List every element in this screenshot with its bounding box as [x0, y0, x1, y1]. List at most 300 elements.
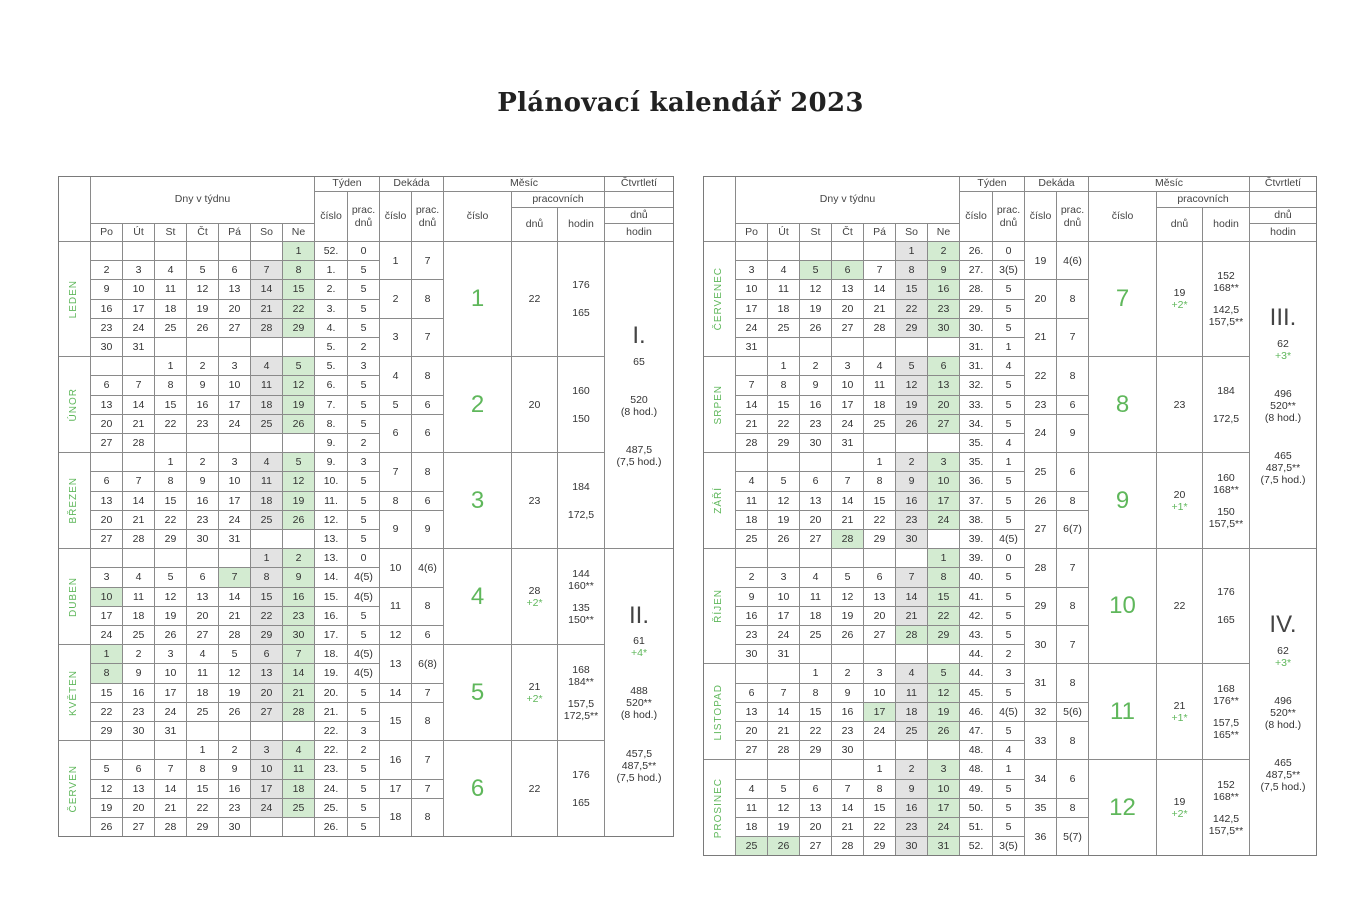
- month-hours-cell-line: 152: [1217, 778, 1235, 791]
- corner-cell: [703, 176, 736, 242]
- day-cell: 24: [928, 818, 960, 837]
- week-workdays-cell: 5: [993, 684, 1025, 703]
- month-workdays-cell-line: 21: [528, 680, 541, 693]
- week-workdays-cell: 4: [993, 357, 1025, 376]
- day-cell: 5: [283, 453, 315, 472]
- day-cell: 3: [155, 645, 187, 664]
- day-cell: 21: [251, 300, 283, 319]
- decade-number-cell: 35: [1025, 799, 1057, 818]
- day-cell: [736, 453, 768, 472]
- day-cell: 8: [283, 261, 315, 280]
- month-number-cell: 9: [1089, 453, 1157, 549]
- day-cell: 16: [283, 588, 315, 607]
- quarter-cell-line: 496: [1274, 387, 1292, 400]
- week-workdays-cell: 5: [348, 626, 380, 645]
- day-cell: 6: [864, 568, 896, 587]
- month-days-header: dnů: [512, 208, 558, 242]
- day-cell: 4: [187, 645, 219, 664]
- week-number-cell: 8.: [315, 415, 348, 434]
- day-cell: 25: [187, 703, 219, 722]
- day-cell: 18: [736, 818, 768, 837]
- week-workdays-header: prac. dnů: [993, 192, 1025, 242]
- day-cell: 30: [219, 818, 251, 837]
- decade-header: Dekáda: [380, 176, 444, 192]
- day-cell: 14: [864, 280, 896, 299]
- day-cell: 31: [832, 434, 864, 453]
- month-hours-cell: [558, 357, 605, 453]
- week-workdays-cell: 3: [348, 722, 380, 741]
- day-cell: 12: [155, 588, 187, 607]
- day-cell: 28: [864, 319, 896, 338]
- month-name-cell: [703, 760, 736, 856]
- day-cell: 14: [123, 396, 155, 415]
- week-number-cell: 4.: [315, 319, 348, 338]
- week-workdays-cell: 5: [348, 684, 380, 703]
- day-cell: 31: [768, 645, 800, 664]
- month-hours-header: hodin: [1203, 208, 1250, 242]
- day-cell: 27: [91, 434, 123, 453]
- day-cell: 6: [219, 261, 251, 280]
- day-cell: 11: [736, 492, 768, 511]
- day-cell: 19: [832, 607, 864, 626]
- month-hours-cell: [558, 741, 605, 837]
- month-hours-header: hodin: [558, 208, 605, 242]
- day-cell: 14: [768, 703, 800, 722]
- month-number-header: číslo: [1089, 192, 1157, 242]
- week-workdays-cell: 5: [348, 607, 380, 626]
- day-cell: 5: [928, 664, 960, 683]
- week-number-cell: 31.: [960, 338, 993, 357]
- day-cell: 12: [832, 588, 864, 607]
- day-cell: 26: [283, 511, 315, 530]
- day-cell: 12: [928, 684, 960, 703]
- month-workdays-cell-line: +2*: [526, 692, 543, 705]
- day-cell: 3: [768, 568, 800, 587]
- quarter-cell-line: +4*: [630, 647, 648, 660]
- week-workdays-cell: 1: [993, 453, 1025, 472]
- quarter-cell: [1250, 242, 1317, 549]
- day-cell: 14: [155, 780, 187, 799]
- week-number-cell: 39.: [960, 530, 993, 549]
- day-cell: [91, 242, 123, 261]
- week-number-cell: 44.: [960, 645, 993, 664]
- day-cell: 16: [91, 300, 123, 319]
- day-cell: [864, 741, 896, 760]
- decade-number-cell: 13: [380, 645, 412, 683]
- decade-number-cell: 14: [380, 684, 412, 703]
- day-cell: [832, 549, 864, 568]
- day-name-header: Ne: [928, 224, 960, 242]
- day-cell: 27: [736, 741, 768, 760]
- day-cell: [832, 760, 864, 779]
- day-cell: [251, 818, 283, 837]
- day-cell: 10: [219, 376, 251, 395]
- day-cell: 9: [800, 376, 832, 395]
- day-cell: 25: [123, 626, 155, 645]
- day-cell: 6: [187, 568, 219, 587]
- day-cell: 7: [283, 645, 315, 664]
- day-cell: 5: [283, 357, 315, 376]
- decade-workdays-cell: 7: [412, 319, 444, 357]
- week-workdays-cell: 3: [348, 453, 380, 472]
- day-cell: 1: [187, 741, 219, 760]
- month-hours-cell-line: 184: [1217, 384, 1235, 397]
- day-cell: 5: [768, 780, 800, 799]
- week-number-cell: 11.: [315, 492, 348, 511]
- month-hours-cell-line: 160: [572, 384, 590, 397]
- month-hours-cell: [558, 645, 605, 741]
- day-cell: 24: [155, 703, 187, 722]
- month-name-cell-line: ZÁŘÍ: [713, 487, 725, 515]
- day-cell: 17: [219, 396, 251, 415]
- day-cell: 10: [123, 280, 155, 299]
- day-cell: 19: [187, 300, 219, 319]
- quarter-cell-line: 487,5**: [1265, 462, 1301, 475]
- decade-workdays-cell: 7: [412, 242, 444, 280]
- day-cell: 7: [155, 760, 187, 779]
- decade-workdays-cell: 7: [412, 684, 444, 703]
- day-cell: 19: [155, 607, 187, 626]
- month-name-cell: [703, 549, 736, 664]
- decade-number-cell: 25: [1025, 453, 1057, 491]
- decade-workdays-cell: 7: [412, 741, 444, 779]
- quarter-cell-line: (8 hod.): [620, 709, 658, 722]
- day-cell: [123, 741, 155, 760]
- week-workdays-cell: 5: [348, 818, 380, 837]
- day-cell: 27: [187, 626, 219, 645]
- week-number-cell: 42.: [960, 607, 993, 626]
- day-cell: 5: [896, 357, 928, 376]
- week-number-cell: 35.: [960, 434, 993, 453]
- day-cell: 28: [736, 434, 768, 453]
- quarter-cell-line: 520**: [1270, 399, 1296, 412]
- day-name-header: Po: [91, 224, 123, 242]
- day-cell: 16: [187, 492, 219, 511]
- day-cell: 24: [928, 511, 960, 530]
- day-cell: 16: [219, 780, 251, 799]
- day-cell: 21: [832, 818, 864, 837]
- week-workdays-cell: 5: [993, 607, 1025, 626]
- day-cell: 11: [123, 588, 155, 607]
- quarter-cell: [1250, 549, 1317, 856]
- day-cell: 30: [928, 319, 960, 338]
- day-cell: 11: [768, 280, 800, 299]
- day-cell: 6: [91, 472, 123, 491]
- day-cell: 21: [896, 607, 928, 626]
- day-cell: 31: [219, 530, 251, 549]
- day-cell: 19: [219, 684, 251, 703]
- decade-workdays-cell: 8: [1057, 357, 1089, 395]
- week-workdays-cell: 5: [993, 568, 1025, 587]
- day-cell: 8: [896, 261, 928, 280]
- month-number-cell: 4: [444, 549, 512, 645]
- day-cell: 4: [800, 568, 832, 587]
- month-name-cell: [58, 549, 91, 645]
- day-cell: 11: [896, 684, 928, 703]
- day-cell: 27: [928, 415, 960, 434]
- decade-workdays-cell: 6: [412, 396, 444, 415]
- day-cell: [187, 549, 219, 568]
- day-cell: [928, 645, 960, 664]
- decade-workdays-cell: 8: [412, 703, 444, 741]
- day-cell: [283, 818, 315, 837]
- day-cell: 22: [155, 415, 187, 434]
- day-cell: 22: [800, 722, 832, 741]
- day-cell: [283, 338, 315, 357]
- week-number-cell: 1.: [315, 261, 348, 280]
- day-cell: 13: [736, 703, 768, 722]
- week-number-cell: 14.: [315, 568, 348, 587]
- day-cell: 3: [928, 760, 960, 779]
- day-cell: 2: [800, 357, 832, 376]
- day-cell: 17: [251, 780, 283, 799]
- day-cell: 13: [123, 780, 155, 799]
- day-cell: 19: [283, 396, 315, 415]
- day-cell: 27: [219, 319, 251, 338]
- week-number-cell: 49.: [960, 780, 993, 799]
- day-cell: [123, 549, 155, 568]
- day-cell: 12: [91, 780, 123, 799]
- day-cell: 8: [864, 780, 896, 799]
- month-name-cell-line: ÚNOR: [68, 387, 80, 422]
- week-workdays-cell: 5: [348, 376, 380, 395]
- day-cell: 13: [187, 588, 219, 607]
- day-cell: 10: [219, 472, 251, 491]
- day-cell: 12: [800, 280, 832, 299]
- month-hours-cell-line: 168**: [1213, 483, 1239, 496]
- decade-number-cell: 6: [380, 415, 412, 453]
- day-cell: 8: [800, 684, 832, 703]
- week-workdays-cell: 0: [993, 242, 1025, 261]
- week-number-cell: 19.: [315, 664, 348, 683]
- quarter-cell-line: I.: [632, 322, 646, 350]
- day-cell: 13: [800, 492, 832, 511]
- month-hours-cell-line: 168**: [1213, 790, 1239, 803]
- working-header: pracovních: [1157, 192, 1250, 208]
- day-cell: [251, 434, 283, 453]
- day-cell: [283, 530, 315, 549]
- week-workdays-cell: 5: [993, 472, 1025, 491]
- quarter-cell-line: (8 hod.): [620, 405, 658, 418]
- decade-number-cell: 33: [1025, 722, 1057, 760]
- day-cell: 3: [91, 568, 123, 587]
- calendar-table-january-june: [58, 176, 674, 841]
- week-workdays-cell: 4(5): [993, 530, 1025, 549]
- day-cell: 9: [283, 568, 315, 587]
- week-workdays-cell: 5: [348, 261, 380, 280]
- day-cell: 29: [91, 722, 123, 741]
- day-cell: 16: [800, 396, 832, 415]
- day-cell: 20: [928, 396, 960, 415]
- day-cell: 29: [800, 741, 832, 760]
- month-workdays-cell-line: 22: [1173, 600, 1186, 613]
- day-cell: 7: [123, 376, 155, 395]
- day-cell: 2: [928, 242, 960, 261]
- week-number-cell: 52.: [315, 242, 348, 261]
- month-hours-cell-line: 176**: [1213, 694, 1239, 707]
- day-cell: 2: [896, 760, 928, 779]
- week-number-cell: 25.: [315, 799, 348, 818]
- day-cell: 5: [800, 261, 832, 280]
- month-hours-cell-line: 142,5: [1212, 812, 1240, 825]
- week-number-cell: 36.: [960, 472, 993, 491]
- week-number-cell: 6.: [315, 376, 348, 395]
- day-cell: [155, 741, 187, 760]
- day-cell: 29: [768, 434, 800, 453]
- month-number-cell: 6: [444, 741, 512, 837]
- week-header: Týden: [315, 176, 380, 192]
- day-cell: 31: [123, 338, 155, 357]
- month-workdays-cell: [512, 357, 558, 453]
- day-name-header: Čt: [832, 224, 864, 242]
- week-workdays-cell: 5: [348, 760, 380, 779]
- day-cell: 1: [896, 242, 928, 261]
- decade-number-cell: 32: [1025, 703, 1057, 722]
- week-workdays-cell: 1: [993, 760, 1025, 779]
- day-cell: 27: [832, 319, 864, 338]
- week-workdays-cell: 5: [993, 280, 1025, 299]
- quarter-header: Čtvrtletí: [605, 176, 674, 192]
- week-number-cell: 43.: [960, 626, 993, 645]
- day-cell: 21: [864, 300, 896, 319]
- month-workdays-cell-line: 20: [528, 398, 541, 411]
- day-cell: [864, 645, 896, 664]
- day-cell: 26: [832, 626, 864, 645]
- day-cell: [251, 530, 283, 549]
- day-cell: 3: [864, 664, 896, 683]
- month-hours-cell-line: 157,5: [567, 697, 595, 710]
- day-cell: [800, 549, 832, 568]
- quarter-hours-header: hodin: [605, 224, 674, 242]
- week-workdays-cell: 5: [348, 511, 380, 530]
- month-name-cell-line: ŘÍJEN: [713, 589, 725, 624]
- month-hours-cell-line: 150: [572, 412, 590, 425]
- day-cell: 2: [736, 568, 768, 587]
- week-number-header: číslo: [315, 192, 348, 242]
- day-cell: [832, 242, 864, 261]
- day-cell: 17: [928, 799, 960, 818]
- day-cell: [864, 338, 896, 357]
- day-cell: 7: [832, 780, 864, 799]
- day-cell: 17: [928, 492, 960, 511]
- day-cell: 25: [736, 530, 768, 549]
- day-cell: 7: [251, 261, 283, 280]
- quarter-cell-line: (7,5 hod.): [616, 771, 662, 784]
- day-cell: 20: [800, 818, 832, 837]
- week-workdays-cell: 5: [348, 396, 380, 415]
- day-cell: 27: [91, 530, 123, 549]
- day-cell: [896, 549, 928, 568]
- day-cell: 25: [736, 837, 768, 856]
- quarter-cell: [605, 549, 674, 837]
- day-cell: [155, 242, 187, 261]
- quarter-cell-line: 487,5: [625, 443, 653, 456]
- day-cell: 24: [123, 319, 155, 338]
- day-cell: 6: [123, 760, 155, 779]
- day-cell: 31: [736, 338, 768, 357]
- month-name-cell-line: KVĚTEN: [68, 669, 80, 716]
- day-cell: 21: [155, 799, 187, 818]
- days-of-week-header: Dny v týdnu: [91, 176, 315, 224]
- week-workdays-cell: 4: [993, 434, 1025, 453]
- day-cell: 29: [155, 530, 187, 549]
- day-cell: 23: [832, 722, 864, 741]
- decade-workdays-cell: 7: [1057, 549, 1089, 587]
- day-cell: 8: [251, 568, 283, 587]
- day-cell: 14: [736, 396, 768, 415]
- day-cell: 19: [91, 799, 123, 818]
- day-cell: 8: [155, 376, 187, 395]
- month-workdays-cell: [1157, 760, 1203, 856]
- day-cell: 6: [91, 376, 123, 395]
- decade-number-cell: 19: [1025, 242, 1057, 280]
- decade-number-cell: 28: [1025, 549, 1057, 587]
- quarter-cell-line: (8 hod.): [1264, 719, 1302, 732]
- day-cell: 11: [155, 280, 187, 299]
- month-workdays-cell-line: +1*: [1171, 500, 1188, 513]
- decade-number-cell: 3: [380, 319, 412, 357]
- day-cell: [928, 434, 960, 453]
- decade-number-header: číslo: [380, 192, 412, 242]
- day-cell: [832, 453, 864, 472]
- month-hours-cell-line: 165: [572, 796, 590, 809]
- day-cell: 22: [91, 703, 123, 722]
- week-workdays-cell: 5: [993, 722, 1025, 741]
- day-cell: [896, 645, 928, 664]
- day-cell: [768, 549, 800, 568]
- day-cell: 24: [864, 722, 896, 741]
- day-cell: 23: [283, 607, 315, 626]
- month-workdays-cell: [1157, 357, 1203, 453]
- day-cell: 10: [768, 588, 800, 607]
- month-hours-cell: [1203, 664, 1250, 760]
- decade-number-cell: 8: [380, 492, 412, 511]
- week-workdays-cell: 5: [993, 588, 1025, 607]
- quarter-spacer-cell: [605, 192, 674, 208]
- week-workdays-cell: 5: [993, 319, 1025, 338]
- month-workdays-cell-line: 22: [528, 293, 541, 306]
- day-cell: 20: [219, 300, 251, 319]
- day-cell: 2: [283, 549, 315, 568]
- day-cell: [251, 242, 283, 261]
- month-hours-cell-line: 152: [1217, 269, 1235, 282]
- day-cell: 19: [800, 300, 832, 319]
- month-workdays-cell: [512, 645, 558, 741]
- day-cell: 2: [187, 357, 219, 376]
- week-workdays-cell: 5: [993, 626, 1025, 645]
- day-cell: 17: [123, 300, 155, 319]
- week-number-cell: 27.: [960, 261, 993, 280]
- day-cell: 23: [896, 511, 928, 530]
- week-number-cell: 5.: [315, 357, 348, 376]
- decade-workdays-cell: 4(6): [1057, 242, 1089, 280]
- week-number-cell: 30.: [960, 319, 993, 338]
- decade-number-cell: 5: [380, 396, 412, 415]
- day-cell: 30: [187, 530, 219, 549]
- month-workdays-cell-line: +2*: [1171, 807, 1188, 820]
- day-cell: 2: [91, 261, 123, 280]
- day-cell: 14: [832, 492, 864, 511]
- day-cell: 14: [219, 588, 251, 607]
- day-cell: 23: [187, 511, 219, 530]
- day-cell: 9: [736, 588, 768, 607]
- day-cell: 3: [736, 261, 768, 280]
- decade-workdays-cell: 6(7): [1057, 511, 1089, 549]
- month-name-cell: [58, 645, 91, 741]
- day-cell: 23: [800, 415, 832, 434]
- month-header: Měsíc: [1089, 176, 1250, 192]
- week-number-cell: 16.: [315, 607, 348, 626]
